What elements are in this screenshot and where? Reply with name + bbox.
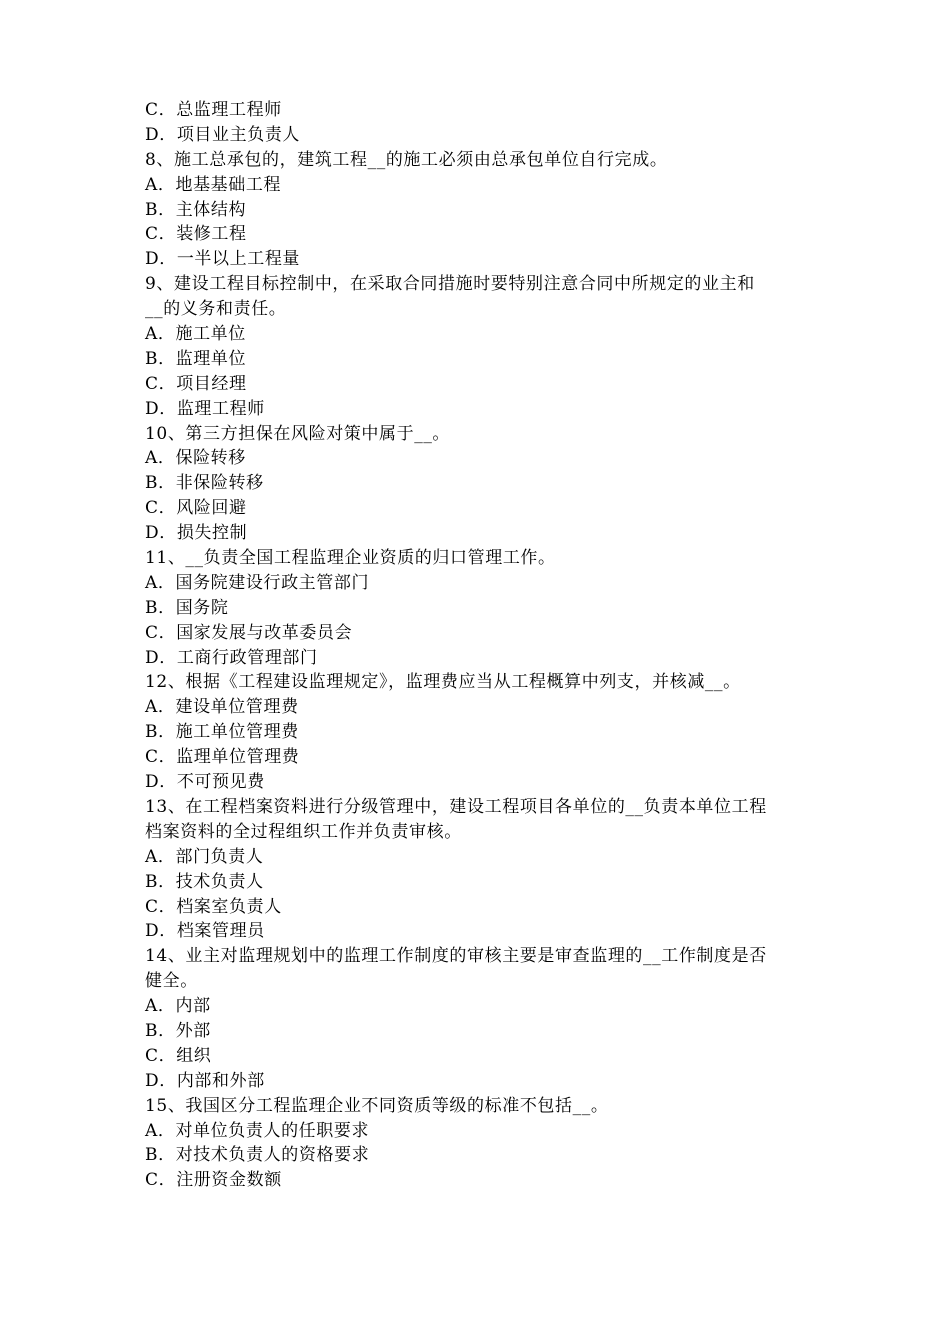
option-line: A．建设单位管理费: [145, 697, 299, 718]
question-line: 11、__负责全国工程监理企业资质的归口管理工作。: [145, 548, 556, 569]
question-line: 13、在工程档案资料进行分级管理中，建设工程项目各单位的__负责本单位工程: [145, 796, 767, 817]
question-line: 14、业主对监理规划中的监理工作制度的审核主要是审查监理的__工作制度是否: [145, 946, 767, 967]
option-line: A．部门负责人: [145, 846, 264, 867]
option-line: A．保险转移: [145, 448, 246, 469]
option-line: C．档案室负责人: [145, 896, 282, 917]
option-line: A．国务院建设行政主管部门: [145, 572, 370, 593]
option-line: A．施工单位: [145, 324, 246, 345]
option-line: D．项目业主负责人: [145, 124, 301, 145]
option-line: B．对技术负责人的资格要求: [145, 1145, 370, 1166]
question-continuation-line: __的义务和责任。: [145, 299, 287, 320]
option-line: D．不可预见费: [145, 772, 265, 793]
option-line: C．组织: [145, 1045, 212, 1066]
option-line: D．监理工程师: [145, 398, 265, 419]
option-line: B．监理单位: [145, 348, 247, 369]
option-line: D．档案管理员: [145, 921, 265, 942]
option-line: C．项目经理: [145, 373, 247, 394]
option-line: C．监理单位管理费: [145, 747, 300, 768]
option-line: A．对单位负责人的任职要求: [145, 1120, 370, 1141]
document-page: [145, 98, 815, 1193]
option-line: B．非保险转移: [145, 473, 264, 494]
option-line: B．技术负责人: [145, 871, 264, 892]
option-line: D．工商行政管理部门: [145, 647, 318, 668]
option-line: D．一半以上工程量: [145, 249, 301, 270]
option-line: A．内部: [145, 996, 211, 1017]
question-continuation-line: 健全。: [145, 971, 198, 992]
option-line: C．国家发展与改革委员会: [145, 622, 353, 643]
question-continuation-line: 档案资料的全过程组织工作并负责审核。: [145, 821, 462, 842]
option-line: B．施工单位管理费: [145, 722, 299, 743]
option-line: A．地基基础工程: [145, 174, 282, 195]
question-line: 8、施工总承包的，建筑工程__的施工必须由总承包单位自行完成。: [145, 149, 668, 170]
option-line: B．外部: [145, 1020, 211, 1041]
question-line: 10、第三方担保在风险对策中属于__。: [145, 423, 451, 444]
option-line: C．风险回避: [145, 498, 247, 519]
question-line: 12、根据《工程建设监理规定》，监理费应当从工程概算中列支，并核减__。: [145, 672, 741, 693]
option-line: C．注册资金数额: [145, 1170, 282, 1191]
option-line: C．总监理工程师: [145, 100, 282, 120]
question-line: 15、我国区分工程监理企业不同资质等级的标准不包括__。: [145, 1095, 609, 1116]
option-line: C．装修工程: [145, 224, 247, 245]
option-line: D．损失控制: [145, 523, 248, 544]
option-line: D．内部和外部: [145, 1070, 265, 1091]
question-line: 9、建设工程目标控制中，在采取合同措施时要特别注意合同中所规定的业主和: [145, 274, 755, 295]
option-line: B．国务院: [145, 597, 229, 618]
option-line: B．主体结构: [145, 199, 247, 220]
